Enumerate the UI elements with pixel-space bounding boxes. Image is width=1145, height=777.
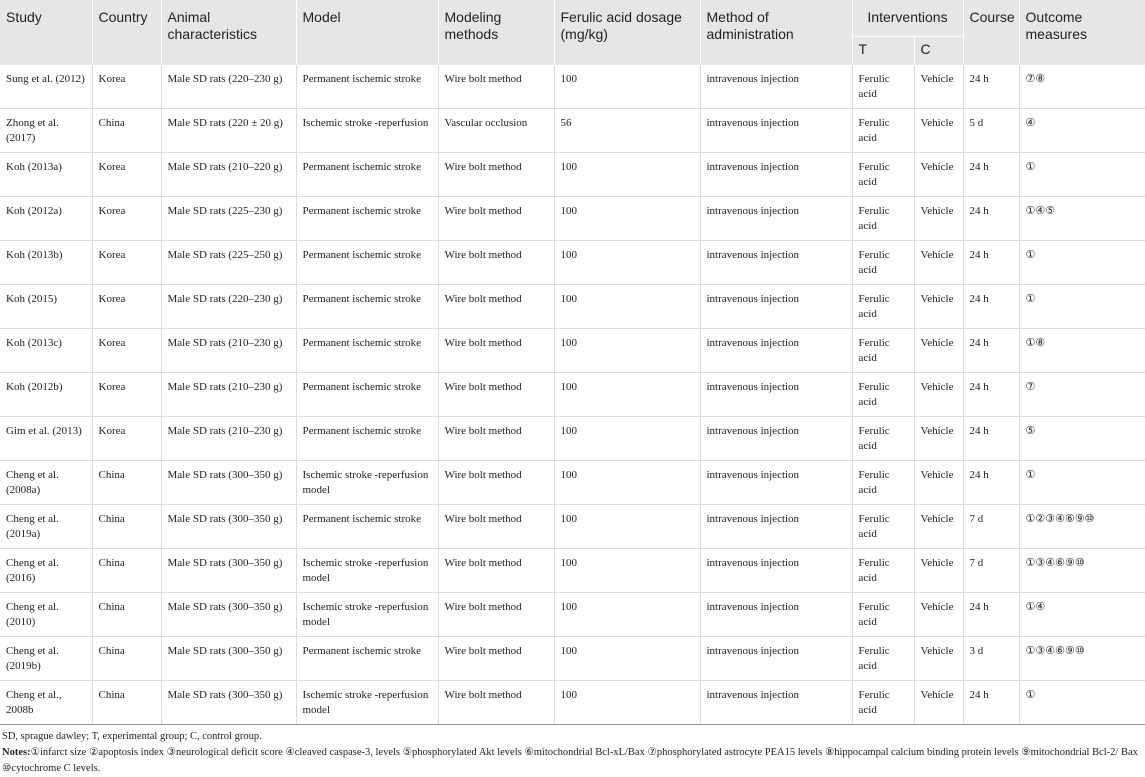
table-footnote xyxy=(0,725,1145,777)
cell-course: 5 d xyxy=(963,109,1019,153)
cell-model: Permanent ischemic stroke xyxy=(296,285,438,329)
cell-country: China xyxy=(92,109,161,153)
cell-outcome: ① xyxy=(1019,285,1145,329)
cell-course: 24 h xyxy=(963,461,1019,505)
cell-c: Vehicle xyxy=(914,241,963,285)
header-interventions: Interventions xyxy=(852,0,963,37)
cell-t: Ferulic acid xyxy=(852,153,914,197)
cell-method: intravenous injection xyxy=(700,65,852,109)
cell-study: Cheng et al. (2008a) xyxy=(0,461,92,505)
cell-dosage: 100 xyxy=(554,373,700,417)
cell-dosage: 56 xyxy=(554,109,700,153)
cell-dosage: 100 xyxy=(554,153,700,197)
cell-country: Korea xyxy=(92,417,161,461)
cell-course: 24 h xyxy=(963,593,1019,637)
cell-course: 24 h xyxy=(963,153,1019,197)
cell-c: Vehicle xyxy=(914,637,963,681)
cell-c: Vehicle xyxy=(914,329,963,373)
cell-modeling: Wire bolt method xyxy=(438,373,554,417)
cell-animal: Male SD rats (225–230 g) xyxy=(161,197,296,241)
cell-country: China xyxy=(92,681,161,725)
outcome-notes xyxy=(2,745,1143,777)
cell-c: Vehicle xyxy=(914,109,963,153)
cell-c: Vehicle xyxy=(914,549,963,593)
cell-method: intravenous injection xyxy=(700,593,852,637)
cell-method: intravenous injection xyxy=(700,505,852,549)
cell-modeling: Wire bolt method xyxy=(438,505,554,549)
table-header xyxy=(0,0,1145,65)
header-study: Study xyxy=(0,0,92,65)
cell-c: Vehicle xyxy=(914,681,963,725)
cell-t: Ferulic acid xyxy=(852,109,914,153)
cell-country: Korea xyxy=(92,285,161,329)
cell-modeling: Wire bolt method xyxy=(438,681,554,725)
cell-outcome: ⑦ xyxy=(1019,373,1145,417)
cell-t: Ferulic acid xyxy=(852,329,914,373)
cell-method: intravenous injection xyxy=(700,681,852,725)
cell-modeling: Vascular occlusion xyxy=(438,109,554,153)
cell-model: Permanent ischemic stroke xyxy=(296,373,438,417)
cell-method: intravenous injection xyxy=(700,637,852,681)
cell-c: Vehicle xyxy=(914,285,963,329)
cell-course: 24 h xyxy=(963,285,1019,329)
cell-c: Vehicle xyxy=(914,461,963,505)
cell-dosage: 100 xyxy=(554,417,700,461)
cell-course: 24 h xyxy=(963,241,1019,285)
cell-modeling: Wire bolt method xyxy=(438,285,554,329)
table-row xyxy=(0,593,1145,637)
cell-outcome: ① xyxy=(1019,241,1145,285)
cell-animal: Male SD rats (300–350 g) xyxy=(161,549,296,593)
cell-outcome: ①②③④⑥⑨⑩ xyxy=(1019,505,1145,549)
cell-dosage: 100 xyxy=(554,197,700,241)
cell-course: 24 h xyxy=(963,197,1019,241)
cell-model: Ischemic stroke -reperfusion model xyxy=(296,549,438,593)
cell-model: Permanent ischemic stroke xyxy=(296,417,438,461)
cell-study: Cheng et al. (2016) xyxy=(0,549,92,593)
cell-country: China xyxy=(92,505,161,549)
cell-dosage: 100 xyxy=(554,593,700,637)
table-row xyxy=(0,637,1145,681)
cell-animal: Male SD rats (210–220 g) xyxy=(161,153,296,197)
cell-dosage: 100 xyxy=(554,329,700,373)
cell-course: 24 h xyxy=(963,65,1019,109)
cell-study: Zhong et al. (2017) xyxy=(0,109,92,153)
cell-method: intravenous injection xyxy=(700,241,852,285)
cell-dosage: 100 xyxy=(554,637,700,681)
cell-method: intravenous injection xyxy=(700,153,852,197)
table-row xyxy=(0,109,1145,153)
cell-animal: Male SD rats (300–350 g) xyxy=(161,505,296,549)
table-row xyxy=(0,417,1145,461)
cell-method: intravenous injection xyxy=(700,417,852,461)
cell-course: 7 d xyxy=(963,549,1019,593)
header-dosage: Ferulic acid dosage (mg/kg) xyxy=(554,0,700,65)
cell-animal: Male SD rats (210–230 g) xyxy=(161,417,296,461)
cell-study: Koh (2012b) xyxy=(0,373,92,417)
abbreviations-note: SD, sprague dawley; T, experimental group; C, control group. xyxy=(2,731,262,742)
cell-c: Vehicle xyxy=(914,65,963,109)
cell-model: Permanent ischemic stroke xyxy=(296,329,438,373)
cell-c: Vehicle xyxy=(914,505,963,549)
cell-animal: Male SD rats (220–230 g) xyxy=(161,285,296,329)
cell-dosage: 100 xyxy=(554,505,700,549)
cell-outcome: ①④⑤ xyxy=(1019,197,1145,241)
cell-country: Korea xyxy=(92,65,161,109)
cell-study: Sung et al. (2012) xyxy=(0,65,92,109)
table-row xyxy=(0,329,1145,373)
header-country: Country xyxy=(92,0,161,65)
cell-method: intravenous injection xyxy=(700,549,852,593)
cell-animal: Male SD rats (300–350 g) xyxy=(161,637,296,681)
cell-method: intravenous injection xyxy=(700,197,852,241)
notes-text: ①infarct size ②apoptosis index ③neurological deficit score ④cleaved caspase-3, levels ⑤phosphorylated Akt levels ⑥mitochondrial Bcl-xL/Bax ⑦phosphorylated astrocyte PEA15 levels ⑧hippocampal calcium binding protein levels ⑨mitochondrial Bcl-2/ Bax ⑩cytochrome C levels. xyxy=(2,747,1138,774)
cell-c: Vehicle xyxy=(914,373,963,417)
cell-animal: Male SD rats (300–350 g) xyxy=(161,461,296,505)
cell-modeling: Wire bolt method xyxy=(438,593,554,637)
cell-t: Ferulic acid xyxy=(852,241,914,285)
cell-animal: Male SD rats (210–230 g) xyxy=(161,373,296,417)
header-course: Course xyxy=(963,0,1019,65)
cell-method: intravenous injection xyxy=(700,285,852,329)
cell-animal: Male SD rats (210–230 g) xyxy=(161,329,296,373)
cell-animal: Male SD rats (300–350 g) xyxy=(161,681,296,725)
cell-course: 24 h xyxy=(963,373,1019,417)
cell-t: Ferulic acid xyxy=(852,461,914,505)
header-method: Method of administration xyxy=(700,0,852,65)
cell-study: Gim et al. (2013) xyxy=(0,417,92,461)
cell-method: intravenous injection xyxy=(700,329,852,373)
cell-modeling: Wire bolt method xyxy=(438,241,554,285)
cell-study: Koh (2012a) xyxy=(0,197,92,241)
cell-study: Cheng et al. (2019b) xyxy=(0,637,92,681)
cell-dosage: 100 xyxy=(554,241,700,285)
cell-modeling: Wire bolt method xyxy=(438,637,554,681)
cell-model: Permanent ischemic stroke xyxy=(296,241,438,285)
cell-modeling: Wire bolt method xyxy=(438,197,554,241)
table-row xyxy=(0,197,1145,241)
cell-animal: Male SD rats (225–250 g) xyxy=(161,241,296,285)
table-row xyxy=(0,285,1145,329)
cell-country: Korea xyxy=(92,241,161,285)
cell-modeling: Wire bolt method xyxy=(438,549,554,593)
cell-model: Ischemic stroke -reperfusion model xyxy=(296,681,438,725)
cell-study: Koh (2013b) xyxy=(0,241,92,285)
cell-model: Ischemic stroke -reperfusion model xyxy=(296,593,438,637)
cell-outcome: ①④ xyxy=(1019,593,1145,637)
cell-course: 24 h xyxy=(963,329,1019,373)
cell-dosage: 100 xyxy=(554,65,700,109)
cell-modeling: Wire bolt method xyxy=(438,329,554,373)
cell-outcome: ①③④⑥⑨⑩ xyxy=(1019,637,1145,681)
cell-c: Vehicle xyxy=(914,593,963,637)
table-body xyxy=(0,65,1145,725)
cell-course: 24 h xyxy=(963,417,1019,461)
cell-c: Vehicle xyxy=(914,417,963,461)
cell-model: Permanent ischemic stroke xyxy=(296,197,438,241)
cell-country: Korea xyxy=(92,329,161,373)
cell-dosage: 100 xyxy=(554,461,700,505)
cell-course: 3 d xyxy=(963,637,1019,681)
cell-model: Permanent ischemic stroke xyxy=(296,153,438,197)
cell-t: Ferulic acid xyxy=(852,681,914,725)
cell-course: 7 d xyxy=(963,505,1019,549)
table-row xyxy=(0,681,1145,725)
table-row xyxy=(0,373,1145,417)
table-row xyxy=(0,153,1145,197)
cell-c: Vehicle xyxy=(914,197,963,241)
header-outcome: Outcome measures xyxy=(1019,0,1145,65)
cell-method: intravenous injection xyxy=(700,109,852,153)
cell-animal: Male SD rats (300–350 g) xyxy=(161,593,296,637)
header-model: Model xyxy=(296,0,438,65)
cell-study: Koh (2015) xyxy=(0,285,92,329)
cell-study: Koh (2013a) xyxy=(0,153,92,197)
cell-country: China xyxy=(92,593,161,637)
cell-t: Ferulic acid xyxy=(852,373,914,417)
table-row xyxy=(0,241,1145,285)
cell-t: Ferulic acid xyxy=(852,197,914,241)
cell-t: Ferulic acid xyxy=(852,549,914,593)
table-row xyxy=(0,461,1145,505)
cell-t: Ferulic acid xyxy=(852,637,914,681)
cell-dosage: 100 xyxy=(554,681,700,725)
cell-t: Ferulic acid xyxy=(852,593,914,637)
table-row xyxy=(0,65,1145,109)
cell-modeling: Wire bolt method xyxy=(438,153,554,197)
cell-model: Permanent ischemic stroke xyxy=(296,505,438,549)
cell-outcome: ①⑧ xyxy=(1019,329,1145,373)
cell-country: China xyxy=(92,549,161,593)
cell-animal: Male SD rats (220 ± 20 g) xyxy=(161,109,296,153)
cell-dosage: 100 xyxy=(554,285,700,329)
cell-c: Vehicle xyxy=(914,153,963,197)
header-animal-characteristics: Animal characteristics xyxy=(161,0,296,65)
cell-outcome: ⑦⑧ xyxy=(1019,65,1145,109)
cell-study: Cheng et al. (2010) xyxy=(0,593,92,637)
cell-model: Ischemic stroke -reperfusion model xyxy=(296,461,438,505)
cell-t: Ferulic acid xyxy=(852,65,914,109)
cell-t: Ferulic acid xyxy=(852,417,914,461)
cell-country: China xyxy=(92,461,161,505)
cell-modeling: Wire bolt method xyxy=(438,461,554,505)
cell-t: Ferulic acid xyxy=(852,505,914,549)
cell-modeling: Wire bolt method xyxy=(438,65,554,109)
header-t: T xyxy=(852,37,914,66)
cell-study: Koh (2013c) xyxy=(0,329,92,373)
cell-country: Korea xyxy=(92,197,161,241)
cell-model: Permanent ischemic stroke xyxy=(296,65,438,109)
cell-model: Permanent ischemic stroke xyxy=(296,637,438,681)
notes-label: Notes: xyxy=(2,747,31,758)
cell-outcome: ① xyxy=(1019,153,1145,197)
cell-course: 24 h xyxy=(963,681,1019,725)
cell-country: Korea xyxy=(92,373,161,417)
cell-outcome: ① xyxy=(1019,681,1145,725)
cell-method: intravenous injection xyxy=(700,461,852,505)
cell-dosage: 100 xyxy=(554,549,700,593)
table-row xyxy=(0,549,1145,593)
cell-outcome: ① xyxy=(1019,461,1145,505)
cell-country: Korea xyxy=(92,153,161,197)
cell-outcome: ④ xyxy=(1019,109,1145,153)
cell-country: China xyxy=(92,637,161,681)
cell-outcome: ①③④⑥⑨⑩ xyxy=(1019,549,1145,593)
cell-method: intravenous injection xyxy=(700,373,852,417)
cell-animal: Male SD rats (220–230 g) xyxy=(161,65,296,109)
cell-study: Cheng et al., 2008b xyxy=(0,681,92,725)
header-modeling-methods: Modeling methods xyxy=(438,0,554,65)
header-c: C xyxy=(914,37,963,66)
cell-modeling: Wire bolt method xyxy=(438,417,554,461)
cell-outcome: ⑤ xyxy=(1019,417,1145,461)
table-row xyxy=(0,505,1145,549)
cell-study: Cheng et al. (2019a) xyxy=(0,505,92,549)
cell-model: Ischemic stroke -reperfusion xyxy=(296,109,438,153)
cell-t: Ferulic acid xyxy=(852,285,914,329)
